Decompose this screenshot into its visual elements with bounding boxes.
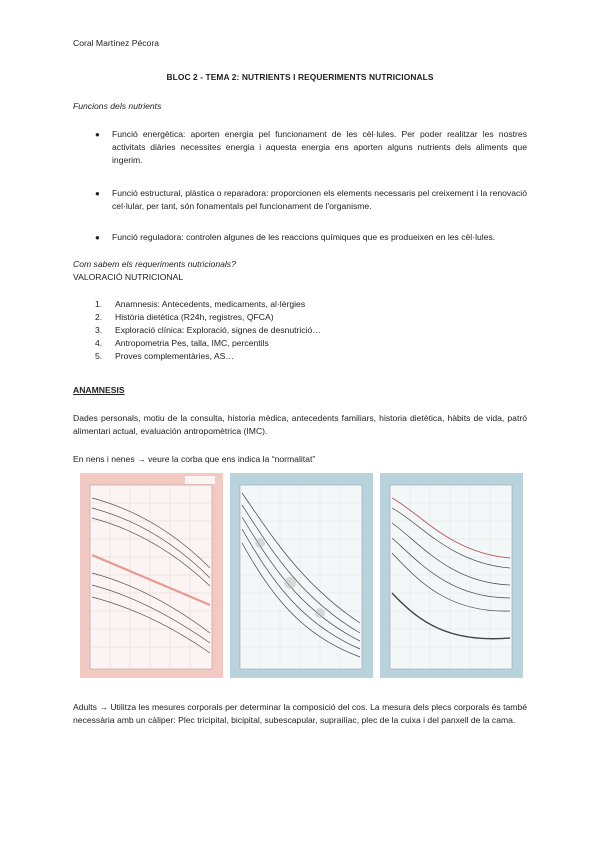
list-item: 2. Història dietètica (R24h, registres, QFCA) bbox=[95, 311, 274, 322]
list-item: 4. Antropometria Pes, talla, IMC, percentils bbox=[95, 337, 269, 348]
bullet-item bbox=[95, 231, 527, 244]
bullet-dot-icon: ● bbox=[95, 130, 100, 139]
list-item: 1. Anamnesis: Antecedents, medicaments, al·lèrgies bbox=[95, 299, 306, 309]
bullet-text: Funció reguladora: controlen algunes de les reaccions químiques que es produeixen en les cèl·lules. bbox=[112, 232, 496, 242]
numbered-list bbox=[95, 298, 525, 362]
children-paragraph: En nens i nenes → veure la corba que ens indica la “normalitat” bbox=[73, 454, 316, 464]
anamnesis-heading: ANAMNESIS bbox=[73, 385, 125, 395]
page-title: BLOC 2 - TEMA 2: NUTRIENTS I REQUERIMENTS NUTRICIONALS bbox=[166, 72, 434, 82]
bullet-dot-icon: ● bbox=[95, 189, 100, 198]
bullet-item bbox=[95, 128, 527, 167]
anamnesis-paragraph: Dades personals, motiu de la consulta, historia mèdica, antecedents familiars, historia dietètica, hàbits de vida, patró alimentari actual, evaluación antropomètrica (IMC). bbox=[73, 413, 527, 436]
bullet-item bbox=[95, 187, 527, 213]
bullet-text: Funció energètica: aporten energia pel funcionament de les cèl·lules. Per poder realitzar les nostres activitats diàries necessites energia i aquesta energia ens aporten alguns nutrients dels aliments que ingerim. bbox=[112, 129, 527, 165]
section-heading-requeriments: Com sabem els requeriments nutricionals? bbox=[73, 259, 236, 269]
growth-chart-image-1 bbox=[80, 473, 223, 678]
list-item: 5. Proves complementàries, AS… bbox=[95, 350, 234, 361]
growth-chart-image-2 bbox=[230, 473, 373, 678]
bullet-text: Funció estructural, plàstica o reparadora: proporcionen els elements necessaris pel creixement i la renovació cel·lular, per tant, són fonamentals pel funcionament de l'organisme. bbox=[112, 188, 527, 211]
section-subheading-valoracio: VALORACIÓ NUTRICIONAL bbox=[73, 272, 184, 282]
bullet-dot-icon: ● bbox=[95, 233, 100, 242]
author-name: Coral Martínez Pécora bbox=[73, 38, 159, 48]
list-item: 3. Exploració clínica: Exploració, signes de desnutrició… bbox=[95, 324, 321, 335]
growth-chart-image-3 bbox=[380, 473, 523, 678]
section-heading-funcions: Funcions dels nutrients bbox=[73, 101, 162, 111]
adults-paragraph: Adults → Utilitza les mesures corporals per determinar la composició del cos. La mesura dels plecs corporals és també necessària amb un càliper: Plec tricipital, bicipital, subescapular, suprailíac, plec de la cuixa i del panxell de la cama. bbox=[73, 702, 527, 725]
